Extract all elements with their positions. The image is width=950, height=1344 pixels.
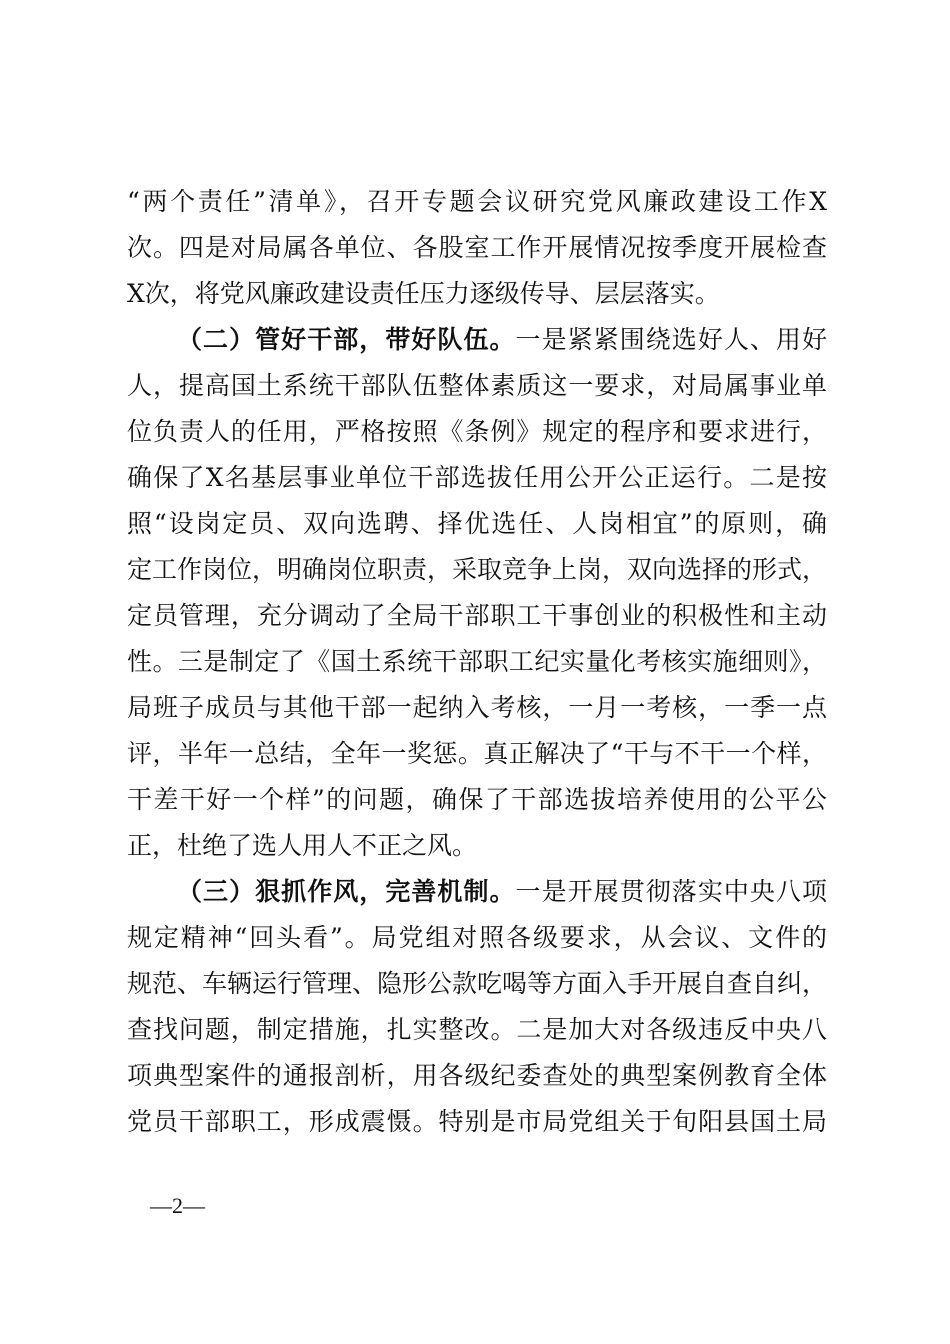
text-line: 照“设岗定员、双向选聘、择优选任、人岗相宜”的原则，确: [127, 509, 827, 538]
paragraph-first-line: [177, 317, 827, 363]
page-number: —2—: [150, 1193, 205, 1218]
text-line: 规定精神“回头看”。局党组对照各级要求，从会议、文件的: [127, 923, 827, 952]
section-heading: （三）狠抓作风，完善机制。: [177, 877, 516, 906]
text-line: 次。四是对局属各单位、各股室工作开展情况按季度开展检查: [127, 233, 827, 262]
text-line: “两个责任”清单》，召开专题会议研究党风廉政建设工作X: [127, 187, 827, 216]
text-line: 党员干部职工，形成震慑。特别是市局党组关于旬阳县国土局: [127, 1107, 827, 1136]
text-line: 项典型案件的通报剖析，用各级纪委查处的典型案例教育全体: [127, 1061, 827, 1090]
text-line: 干差干好一个样”的问题，确保了干部选拔培养使用的公平公: [127, 785, 827, 814]
text-line: 性。三是制定了《国土系统干部职工纪实量化考核实施细则》，: [127, 647, 827, 676]
text-line: X次，将党风廉政建设责任压力逐级传导、层层落实。: [127, 279, 720, 308]
text-line: 规范、车辆运行管理、隐形公款吃喝等方面入手开展自查自纠，: [127, 969, 828, 998]
text-line: 位负责人的任用，严格按照《条例》规定的程序和要求进行，: [127, 417, 827, 446]
text-span: 一是紧紧围绕选好人、用好: [515, 325, 827, 354]
text-line: 确保了X名基层事业单位干部选拔任用公开公正运行。二是按: [127, 463, 827, 492]
text-line: 人，提高国土系统干部队伍整体素质这一要求，对局属事业单: [127, 371, 827, 400]
text-line: 评，半年一总结，全年一奖惩。真正解决了“干与不干一个样，: [127, 739, 827, 768]
text-span: 一是开展贯彻落实中央八项: [515, 877, 827, 906]
text-line: 定员管理，充分调动了全局干部职工干事创业的积极性和主动: [127, 601, 827, 630]
text-line: 正，杜绝了选人用人不正之风。: [127, 831, 478, 860]
text-line: 查找问题，制定措施，扎实整改。二是加大对各级违反中央八: [127, 1015, 827, 1044]
text-line: 定工作岗位，明确岗位职责，采取竞争上岗，双向选择的形式，: [127, 555, 828, 584]
paragraph-first-line: [177, 869, 827, 915]
text-line: 局班子成员与其他干部一起纳入考核，一月一考核，一季一点: [127, 693, 827, 722]
section-heading: （二）管好干部，带好队伍。: [177, 325, 516, 354]
